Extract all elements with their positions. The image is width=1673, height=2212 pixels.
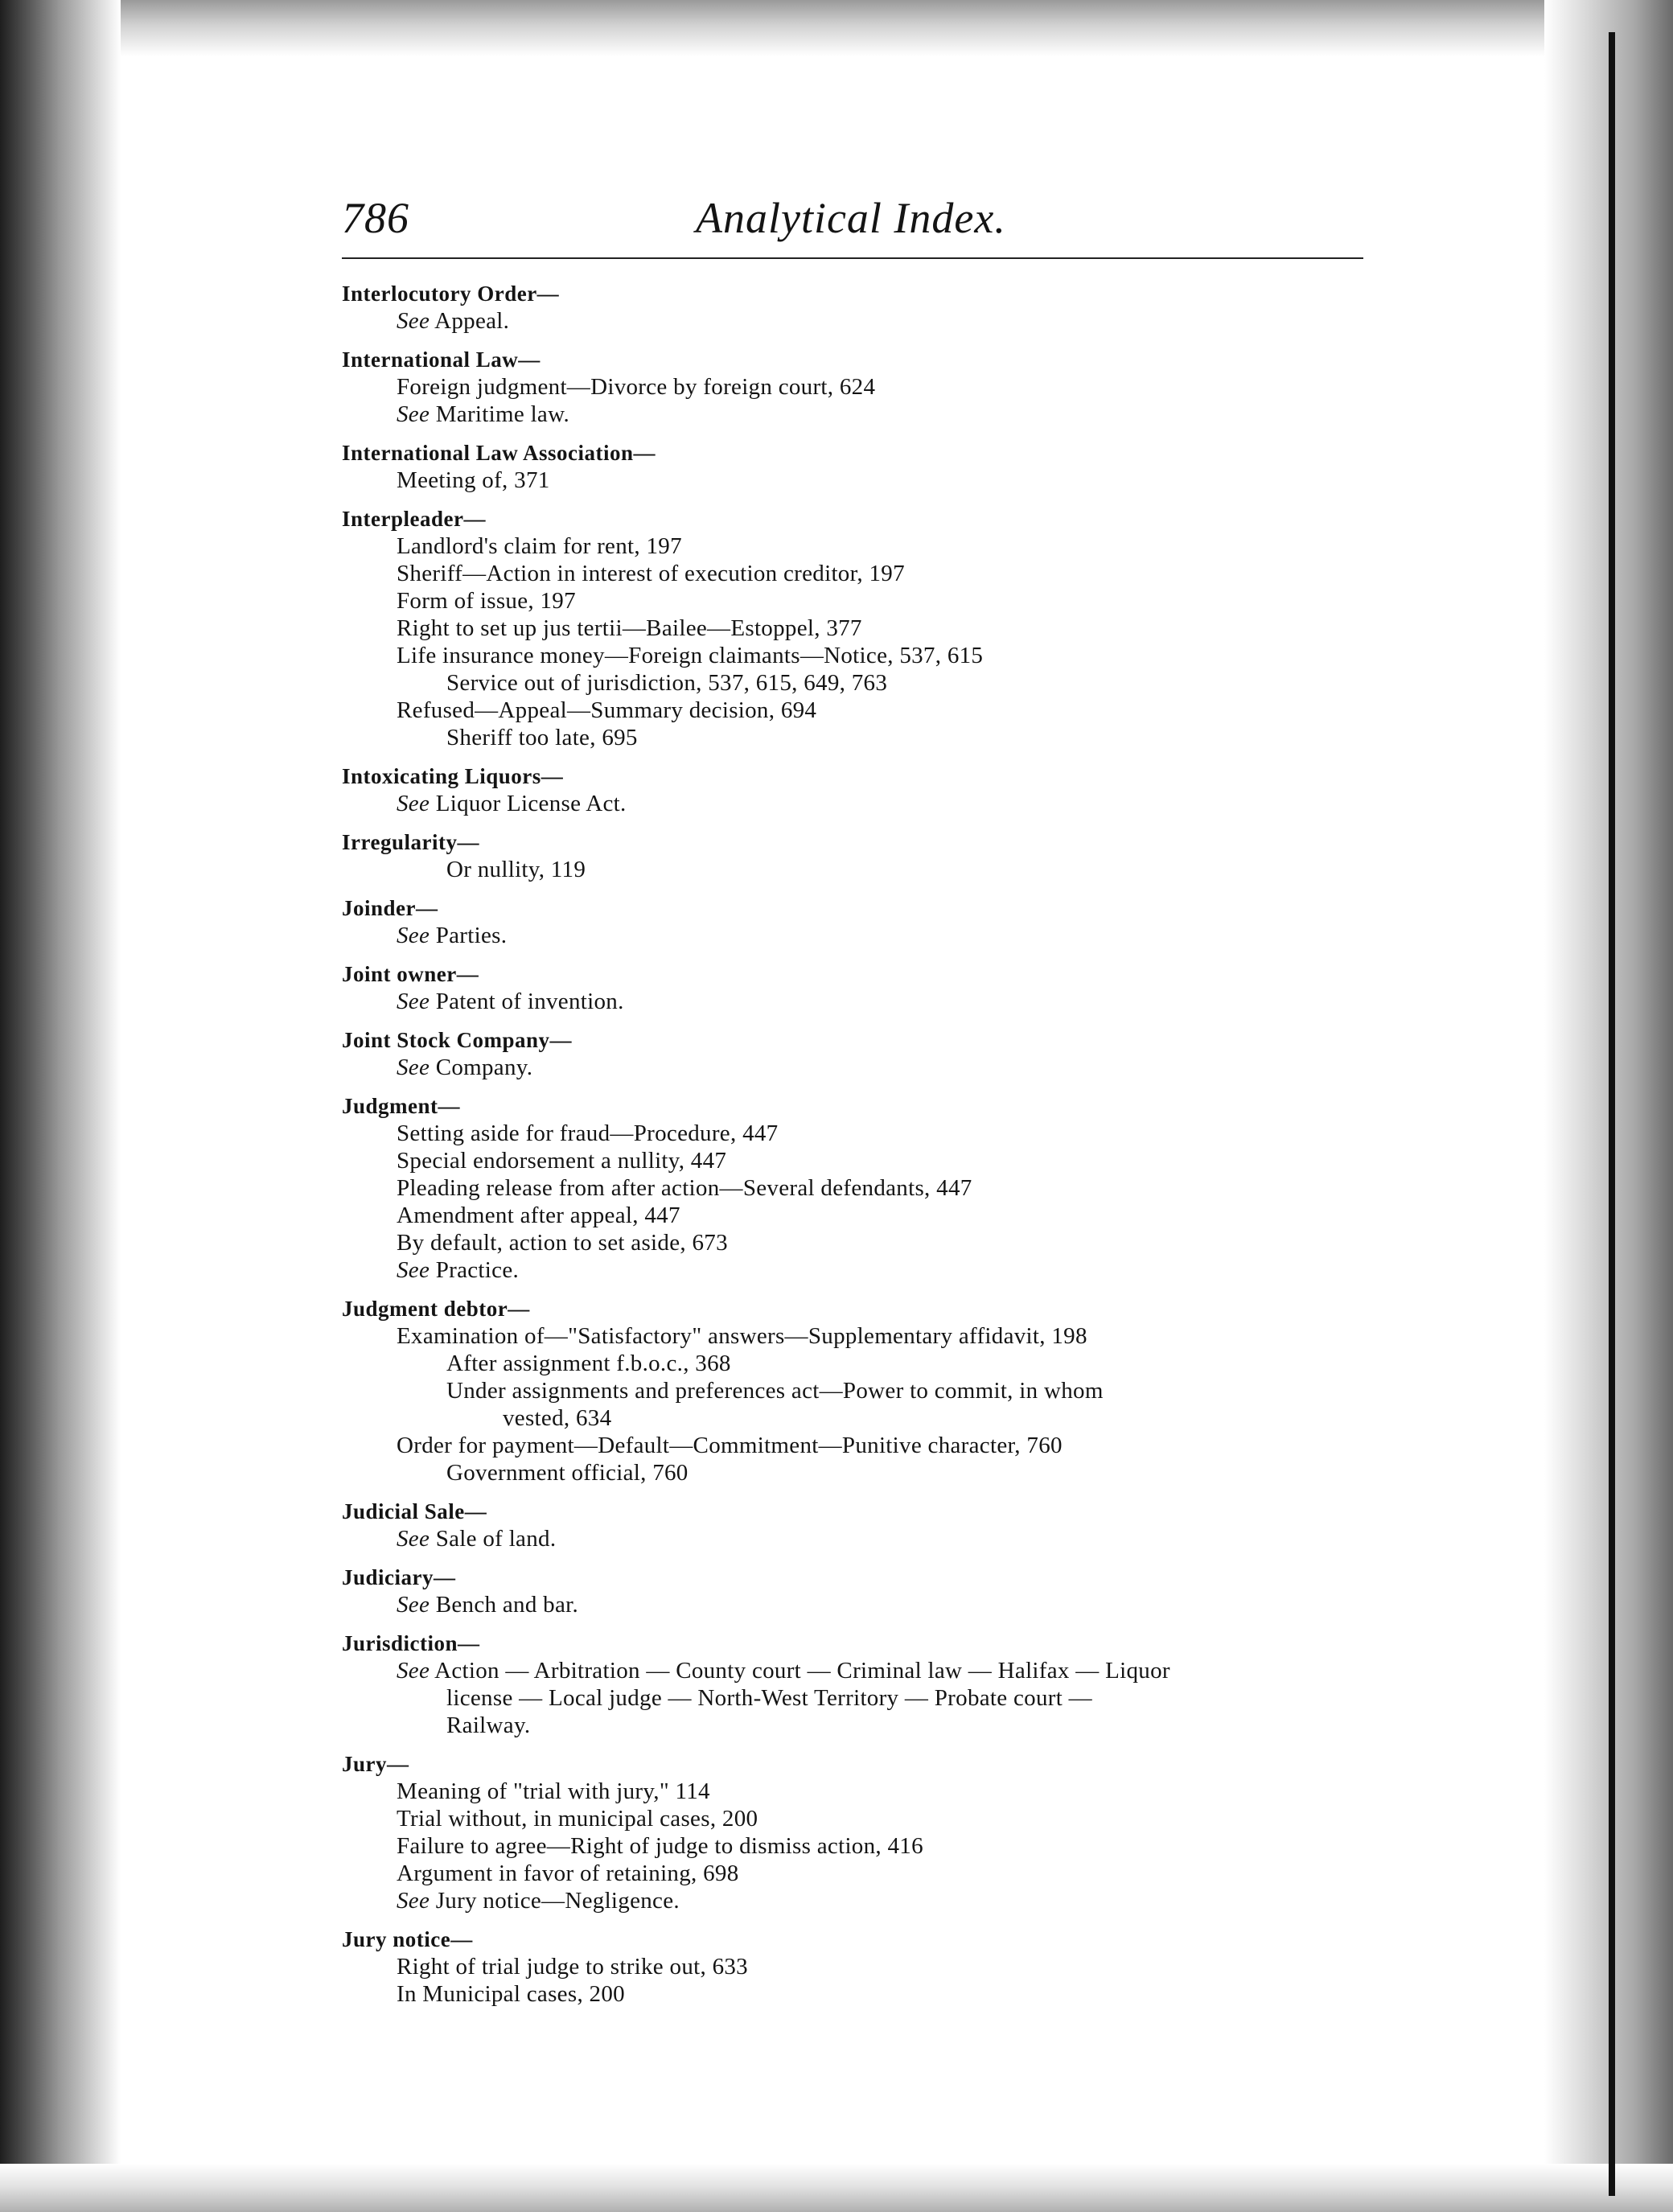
entry-subline xyxy=(342,532,1363,560)
entry-subline-text: Railway. xyxy=(446,1712,531,1738)
entry-heading: Interlocutory Order— xyxy=(342,282,560,306)
entry-subline xyxy=(342,856,1363,883)
entry-subline-text: Trial without, in municipal cases, 200 xyxy=(397,1806,758,1832)
see-reference-marker: See xyxy=(397,791,430,816)
index-body xyxy=(342,280,1363,2008)
binding-edge xyxy=(1609,32,1615,2196)
entry-heading: International Law Association— xyxy=(342,441,656,465)
entry-subline xyxy=(342,1350,1363,1377)
entry-heading: Judicial Sale— xyxy=(342,1499,487,1523)
scan-shadow-left xyxy=(0,0,121,2212)
book-page xyxy=(342,193,1363,2019)
entry-subline xyxy=(342,1174,1363,1202)
entry-subline-text: Service out of jurisdiction, 537, 615, 649, 763 xyxy=(446,670,888,696)
entry-subline-text: Parties. xyxy=(430,923,508,948)
entry-subline-text: Appeal. xyxy=(430,308,510,334)
entry-subline-text: Argument in favor of retaining, 698 xyxy=(397,1860,739,1886)
entry-subline xyxy=(342,1778,1363,1805)
entry-subline xyxy=(342,1860,1363,1887)
entry-heading: Jury— xyxy=(342,1752,409,1776)
entry-subline-text: Liquor License Act. xyxy=(430,791,627,816)
entry-subline xyxy=(342,1054,1363,1081)
entry-subline-text: Pleading release from after action—Several defendants, 447 xyxy=(397,1175,972,1201)
entry-subline-text: Failure to agree—Right of judge to dismiss action, 416 xyxy=(397,1833,923,1859)
entry-subline xyxy=(342,1459,1363,1486)
index-entry xyxy=(342,505,1363,751)
entry-subline xyxy=(342,615,1363,642)
entry-subline-text: Right to set up jus tertii—Bailee—Estoppel, 377 xyxy=(397,615,862,641)
entry-subline-text: Form of issue, 197 xyxy=(397,588,576,614)
index-entry xyxy=(342,1026,1363,1081)
entry-heading: Joint owner— xyxy=(342,962,479,986)
index-entry xyxy=(342,894,1363,949)
see-reference-marker: See xyxy=(397,923,430,948)
index-entry xyxy=(342,1092,1363,1284)
entry-heading: Judgment— xyxy=(342,1094,461,1118)
entry-subline xyxy=(342,1202,1363,1229)
entry-subline xyxy=(342,1832,1363,1860)
entry-heading: Intoxicating Liquors— xyxy=(342,764,564,788)
entry-subline-text: Jury notice—Negligence. xyxy=(430,1888,680,1914)
entry-subline-text: Setting aside for fraud—Procedure, 447 xyxy=(397,1120,779,1146)
page-number: 786 xyxy=(342,194,409,242)
entry-subline-text: Company. xyxy=(430,1055,533,1080)
entry-heading: Interpleader— xyxy=(342,507,486,531)
entry-subline xyxy=(342,1887,1363,1914)
entry-subline-text: Landlord's claim for rent, 197 xyxy=(397,533,682,559)
index-entry xyxy=(342,280,1363,335)
entry-subline-text: Maritime law. xyxy=(430,401,570,427)
see-reference-marker: See xyxy=(397,1055,430,1080)
index-entry xyxy=(342,439,1363,494)
see-reference-marker: See xyxy=(397,1257,430,1283)
entry-subline xyxy=(342,790,1363,817)
entry-subline-text: vested, 634 xyxy=(503,1405,612,1431)
entry-subline xyxy=(342,1377,1363,1404)
entry-subline-text: Or nullity, 119 xyxy=(446,857,586,882)
entry-subline xyxy=(342,560,1363,587)
index-entry xyxy=(342,1630,1363,1739)
entry-subline xyxy=(342,922,1363,949)
entry-subline xyxy=(342,724,1363,751)
entry-subline-text: Order for payment—Default—Commitment—Punitive character, 760 xyxy=(397,1433,1063,1458)
entry-subline-text: Foreign judgment—Divorce by foreign court, 624 xyxy=(397,374,876,400)
entry-subline xyxy=(342,1712,1363,1739)
entry-heading: Jurisdiction— xyxy=(342,1631,480,1655)
entry-subline-text: Special endorsement a nullity, 447 xyxy=(397,1148,727,1174)
see-reference-marker: See xyxy=(397,401,430,427)
entry-subline xyxy=(342,1591,1363,1618)
entry-subline xyxy=(342,1229,1363,1256)
entry-subline xyxy=(342,1147,1363,1174)
see-reference-marker: See xyxy=(397,308,430,334)
entry-subline-text: Life insurance money—Foreign claimants—Notice, 537, 615 xyxy=(397,643,984,668)
entry-subline xyxy=(342,1980,1363,2008)
entry-subline xyxy=(342,307,1363,335)
index-entry xyxy=(342,763,1363,817)
entry-heading: Jury notice— xyxy=(342,1927,473,1951)
see-reference-marker: See xyxy=(397,1888,430,1914)
entry-subline xyxy=(342,1120,1363,1147)
index-entry xyxy=(342,1564,1363,1618)
entry-subline-text: Right of trial judge to strike out, 633 xyxy=(397,1954,748,1980)
entry-subline xyxy=(342,1525,1363,1552)
entry-subline-text: Amendment after appeal, 447 xyxy=(397,1203,680,1228)
entry-subline xyxy=(342,587,1363,615)
see-reference-marker: See xyxy=(397,1526,430,1552)
entry-subline xyxy=(342,988,1363,1015)
scan-shadow-top xyxy=(0,0,1673,56)
entry-heading: Joinder— xyxy=(342,896,438,920)
entry-subline xyxy=(342,1432,1363,1459)
entry-subline xyxy=(342,1322,1363,1350)
index-entry xyxy=(342,1295,1363,1486)
entry-subline xyxy=(342,669,1363,697)
entry-subline xyxy=(342,1404,1363,1432)
entry-heading: International Law— xyxy=(342,347,541,372)
index-entry xyxy=(342,828,1363,883)
entry-subline xyxy=(342,1657,1363,1684)
entry-heading: Joint Stock Company— xyxy=(342,1028,573,1052)
entry-subline-text: Action — Arbitration — County court — Criminal law — Halifax — Liquor xyxy=(430,1658,1170,1684)
entry-subline-text: Practice. xyxy=(430,1257,520,1283)
entry-subline xyxy=(342,697,1363,724)
see-reference-marker: See xyxy=(397,1592,430,1618)
entry-subline xyxy=(342,1805,1363,1832)
scan-shadow-bottom xyxy=(0,2164,1673,2212)
entry-subline xyxy=(342,642,1363,669)
entry-subline-text: license — Local judge — North-West Territory — Probate court — xyxy=(446,1685,1092,1711)
entry-subline xyxy=(342,1953,1363,1980)
entry-subline-text: By default, action to set aside, 673 xyxy=(397,1230,728,1256)
entry-heading: Irregularity— xyxy=(342,830,479,854)
entry-subline-text: Bench and bar. xyxy=(430,1592,579,1618)
index-entry xyxy=(342,1926,1363,2008)
entry-subline xyxy=(342,373,1363,401)
entry-subline-text: Refused—Appeal—Summary decision, 694 xyxy=(397,697,817,723)
entry-subline xyxy=(342,1256,1363,1284)
entry-subline-text: Sale of land. xyxy=(430,1526,557,1552)
see-reference-marker: See xyxy=(397,1658,430,1684)
index-entry xyxy=(342,1750,1363,1914)
entry-subline-text: Patent of invention. xyxy=(430,989,624,1014)
entry-subline-text: Meeting of, 371 xyxy=(397,467,550,493)
see-reference-marker: See xyxy=(397,989,430,1014)
index-entry xyxy=(342,346,1363,428)
entry-subline-text: Government official, 760 xyxy=(446,1460,689,1486)
entry-subline-text: After assignment f.b.o.c., 368 xyxy=(446,1351,731,1376)
index-entry xyxy=(342,1498,1363,1552)
page-title: Analytical Index. xyxy=(696,194,1006,242)
entry-subline xyxy=(342,467,1363,494)
entry-subline xyxy=(342,1684,1363,1712)
entry-subline-text: Sheriff too late, 695 xyxy=(446,725,638,750)
entry-subline-text: In Municipal cases, 200 xyxy=(397,1981,625,2007)
entry-subline xyxy=(342,401,1363,428)
entry-heading: Judiciary— xyxy=(342,1565,456,1589)
entry-heading: Judgment debtor— xyxy=(342,1297,530,1321)
running-head xyxy=(342,193,1363,259)
entry-subline-text: Meaning of "trial with jury," 114 xyxy=(397,1778,710,1804)
entry-subline-text: Sheriff—Action in interest of execution creditor, 197 xyxy=(397,561,905,586)
index-entry xyxy=(342,960,1363,1015)
entry-subline-text: Under assignments and preferences act—Power to commit, in whom xyxy=(446,1378,1104,1404)
entry-subline-text: Examination of—"Satisfactory" answers—Supplementary affidavit, 198 xyxy=(397,1323,1087,1349)
